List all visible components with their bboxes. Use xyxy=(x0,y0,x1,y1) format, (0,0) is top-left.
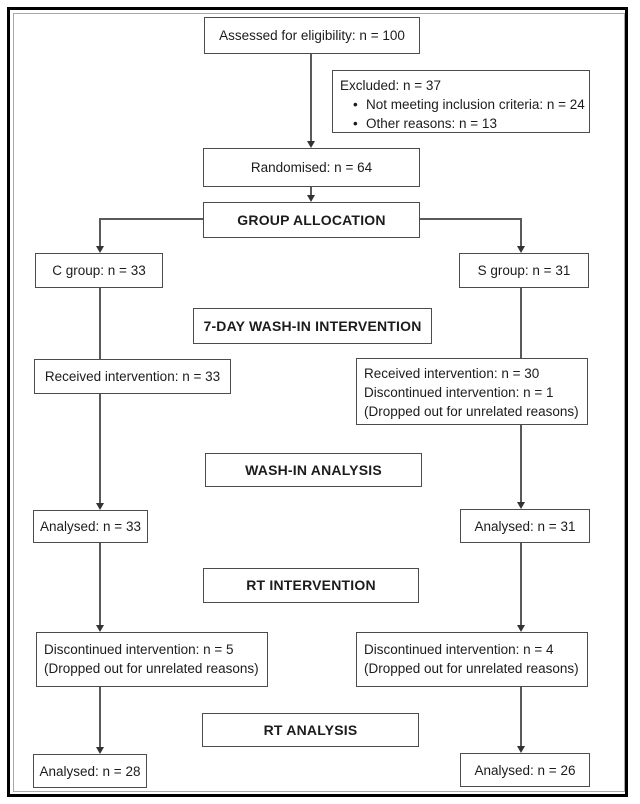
flow-box-excluded-bullet-2: • Other reasons: n = 13 xyxy=(340,114,583,133)
flow-box-rt-intervention xyxy=(203,568,419,603)
flow-box-received-s-line-1: Received intervention: n = 30 xyxy=(364,366,540,381)
flow-box-analysed-rt-s-label: Analysed: n = 26 xyxy=(474,762,576,778)
flow-box-analysed-washin-s-label: Analysed: n = 31 xyxy=(474,518,576,534)
flow-box-assessed xyxy=(204,17,420,54)
flow-box-s-group xyxy=(459,253,589,288)
arrow-down-icon xyxy=(96,747,104,754)
flow-box-received-c xyxy=(34,359,231,394)
flow-box-discontinued-s-line-2: (Dropped out for unrelated reasons) xyxy=(364,661,579,676)
arrow-down-icon xyxy=(307,141,315,148)
flow-box-rt-intervention-label: RT INTERVENTION xyxy=(246,577,376,593)
connector-analysed-discontinued-right xyxy=(520,543,522,626)
arrow-down-icon xyxy=(517,502,525,509)
flow-box-washin-analysis-label: WASH-IN ANALYSIS xyxy=(245,461,382,478)
connector-sgroup-received xyxy=(520,288,522,359)
flow-box-received-c-label: Received intervention: n = 33 xyxy=(44,369,221,384)
connector-analysed-discontinued-left xyxy=(99,543,101,626)
flow-box-received-s xyxy=(356,358,588,425)
flow-box-analysed-washin-c xyxy=(33,510,148,543)
connector-allocation-right-horizontal xyxy=(419,218,522,220)
flow-box-washin-intervention xyxy=(193,308,432,344)
arrow-down-icon xyxy=(307,195,315,202)
flow-box-rt-analysis xyxy=(202,713,419,747)
flow-box-excluded xyxy=(332,70,590,133)
arrow-down-icon xyxy=(517,246,525,253)
arrow-down-icon xyxy=(517,625,525,632)
flow-box-discontinued-c-line-1: Discontinued intervention: n = 5 xyxy=(44,642,234,657)
flow-box-analysed-washin-s xyxy=(460,509,590,543)
flow-box-discontinued-s xyxy=(356,632,588,687)
flow-box-discontinued-c xyxy=(36,632,268,687)
flow-box-analysed-washin-c-label: Analysed: n = 33 xyxy=(40,519,141,534)
flow-box-analysed-rt-c-label: Analysed: n = 28 xyxy=(39,763,141,779)
flow-box-assessed-label: Assessed for eligibility: n = 100 xyxy=(219,28,405,43)
arrow-down-icon xyxy=(96,246,104,253)
flow-box-rt-analysis-label: RT ANALYSIS xyxy=(263,721,358,738)
flow-box-received-s-line-3: (Dropped out for unrelated reasons) xyxy=(364,404,579,419)
connector-allocation-sgroup xyxy=(520,218,522,247)
flow-box-s-group-label: S group: n = 31 xyxy=(477,263,571,278)
flow-box-randomised xyxy=(203,148,420,187)
connector-received-analysed-left xyxy=(99,394,101,504)
flow-box-excluded-bullet-1: • Not meeting inclusion criteria: n = 24 xyxy=(340,95,583,114)
connector-received-analysed-right xyxy=(520,425,522,503)
connector-allocation-cgroup xyxy=(99,218,101,247)
flow-box-analysed-rt-s xyxy=(460,753,590,787)
connector-discontinued-analysed-right xyxy=(520,687,522,747)
flow-box-randomised-label: Randomised: n = 64 xyxy=(250,160,373,175)
connector-assessed-randomised xyxy=(310,54,312,142)
connector-allocation-left-horizontal xyxy=(99,218,204,220)
flow-box-washin-analysis xyxy=(205,453,422,487)
flow-box-c-group-label: C group: n = 33 xyxy=(52,263,146,278)
flow-box-analysed-rt-c xyxy=(33,754,147,788)
connector-discontinued-analysed-left xyxy=(99,687,101,748)
connector-cgroup-received xyxy=(99,288,101,360)
flow-box-group-allocation-label: GROUP ALLOCATION xyxy=(237,211,386,228)
flow-box-c-group xyxy=(35,253,163,288)
arrow-down-icon xyxy=(96,625,104,632)
arrow-down-icon xyxy=(517,746,525,753)
flow-box-group-allocation xyxy=(203,202,420,238)
flow-box-discontinued-c-line-2: (Dropped out for unrelated reasons) xyxy=(44,661,259,676)
flow-box-discontinued-s-line-1: Discontinued intervention: n = 4 xyxy=(364,642,554,657)
flow-box-washin-intervention-label: 7-DAY WASH-IN INTERVENTION xyxy=(203,317,422,334)
arrow-down-icon xyxy=(96,503,104,510)
flow-box-received-s-line-2: Discontinued intervention: n = 1 xyxy=(364,385,554,400)
flow-box-excluded-title: Excluded: n = 37 xyxy=(340,78,441,93)
